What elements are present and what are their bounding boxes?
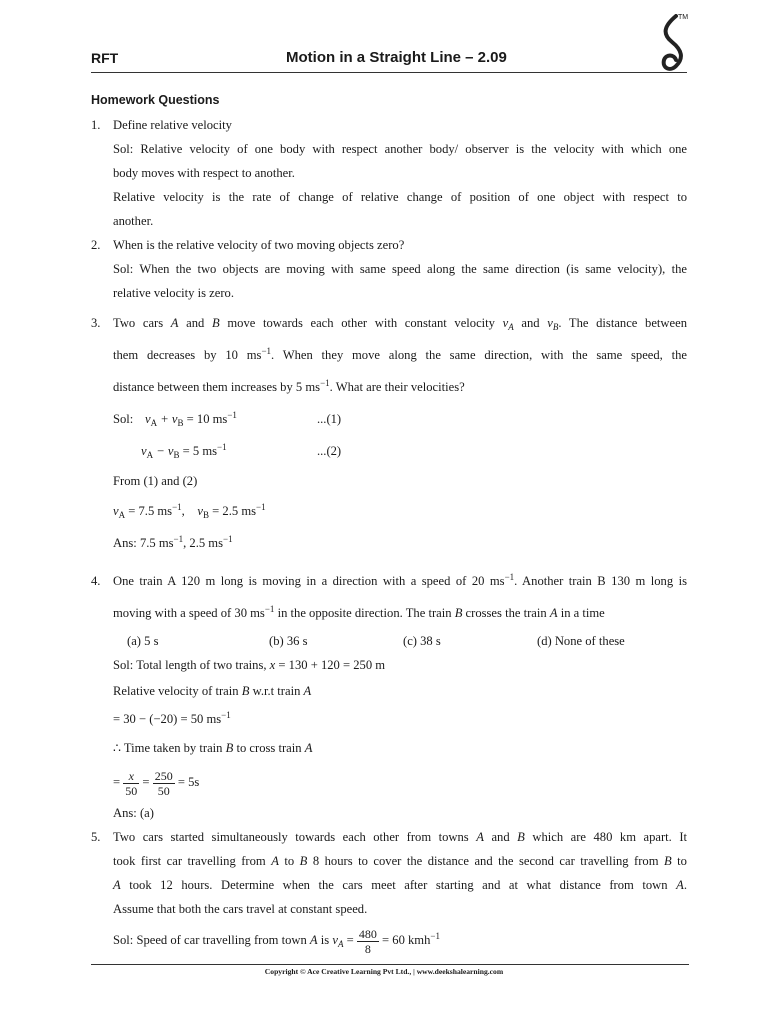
question-1 bbox=[91, 113, 687, 233]
question-text: Two cars started simultaneously towards each other from towns A and B which are 480 km apart. It bbox=[113, 830, 688, 844]
solution-line: Sol: Relative velocity of one body with respect another body/ observer is the velocity with which one bbox=[113, 142, 687, 156]
answer-options bbox=[113, 629, 687, 653]
question-number: 4. bbox=[91, 574, 101, 588]
page-title: Motion in a Straight Line – 2.09 bbox=[286, 49, 507, 66]
solution-line: = 30 − (−20) = 50 $ms^{-1}$ bbox=[113, 710, 231, 726]
solution-line: another. bbox=[113, 214, 154, 228]
answer-line: Ans: (a) bbox=[113, 806, 154, 820]
fraction: $\frac{480}{8}$ bbox=[358, 926, 377, 956]
question-3 bbox=[91, 307, 687, 559]
question-number: 3. bbox=[91, 316, 101, 330]
trademark-mark: TM bbox=[678, 14, 689, 21]
question-5 bbox=[91, 825, 687, 959]
solution-line: Sol: Total length of two trains, x = 130 + 120 = 250 m bbox=[113, 658, 386, 672]
question-number: 1. bbox=[91, 118, 101, 132]
option-c: (c) 38 s bbox=[403, 634, 441, 648]
question-text: distance between them increases by 5 $ms^{-1}$. What are their velocities? bbox=[113, 378, 465, 394]
fraction: $\frac{x}{50}$ bbox=[125, 768, 138, 798]
header-divider bbox=[91, 72, 687, 73]
question-text: A took 12 hours. Determine when the cars meet after starting and at what distance from town A. bbox=[113, 878, 687, 892]
solution-line: body moves with respect to another. bbox=[113, 166, 295, 180]
solution-line: Relative velocity is the rate of change of relative change of position of one object with respect to bbox=[113, 190, 687, 204]
footer-divider bbox=[91, 964, 689, 965]
fraction-equation: = $\frac{x}{50}$ = $\frac{250}{50}$ = 5s bbox=[113, 768, 200, 798]
option-b: (b) 36 s bbox=[269, 634, 308, 648]
question-4 bbox=[91, 565, 687, 825]
question-text: moving with a speed of 30 $ms^{-1}$ in the opposite direction. The train B crosses the train A in a time bbox=[113, 604, 605, 620]
homework-content bbox=[91, 113, 687, 959]
solution-line: Relative velocity of train B w.r.t train A bbox=[113, 684, 312, 698]
equation-1: Sol: $v_A + v_B = 10$ $ms^{-1}$ ...(1) bbox=[113, 410, 342, 428]
question-text: Define relative velocity bbox=[113, 118, 232, 132]
deeksha-logo-icon bbox=[654, 14, 694, 74]
option-d: (d) None of these bbox=[537, 634, 625, 648]
question-text: them decreases by 10 $ms^{-1}$. When they move along the same direction, with the same speed, the bbox=[113, 346, 687, 362]
solution-line: ∴ Time taken by train B to cross train A bbox=[113, 741, 313, 755]
question-number: 2. bbox=[91, 238, 101, 252]
question-2 bbox=[91, 233, 687, 305]
section-title: Homework Questions bbox=[91, 93, 220, 107]
result-line: $v_A = 7.5$ $ms^{-1}$, $v_B = 2.5$ $ms^{-1}$ bbox=[113, 502, 266, 520]
question-text: Assume that both the cars travel at constant speed. bbox=[113, 902, 368, 916]
footer-copyright: Copyright © Ace Creative Learning Pvt Ltd., | www.deekshalearning.com bbox=[264, 967, 504, 976]
fraction: $\frac{250}{50}$ bbox=[154, 768, 173, 798]
question-text: One train A 120 m long is moving in a direction with a speed of 20 $ms^{-1}$. Another train B 130 m long is bbox=[113, 572, 687, 588]
question-text: took first car travelling from A to B 8 hours to cover the distance and the second car travelling from B to bbox=[113, 854, 687, 868]
question-number: 5. bbox=[91, 830, 101, 844]
equation-2: $v_A - v_B = 5$ $ms^{-1}$ ...(2) bbox=[141, 442, 342, 460]
solution-line: From (1) and (2) bbox=[113, 474, 198, 488]
solution-line: Sol: Speed of car travelling from town A is $v_A$ = $\frac{480}{8}$ = 60 kmh$^{-1}$ bbox=[113, 926, 440, 956]
header-rft: RFT bbox=[91, 50, 119, 66]
solution-line: relative velocity is zero. bbox=[113, 286, 234, 300]
question-text: Two cars A and B move towards each other with constant velocity $v_A$ and $v_B$. The distance between bbox=[113, 316, 687, 332]
answer-line: Ans: 7.5 $ms^{-1}$, 2.5 $ms^{-1}$ bbox=[113, 534, 233, 550]
solution-line: Sol: When the two objects are moving with same speed along the same direction (is same velocity), the bbox=[113, 262, 687, 276]
question-text: When is the relative velocity of two moving objects zero? bbox=[113, 238, 405, 252]
option-a: (a) 5 s bbox=[127, 634, 159, 648]
